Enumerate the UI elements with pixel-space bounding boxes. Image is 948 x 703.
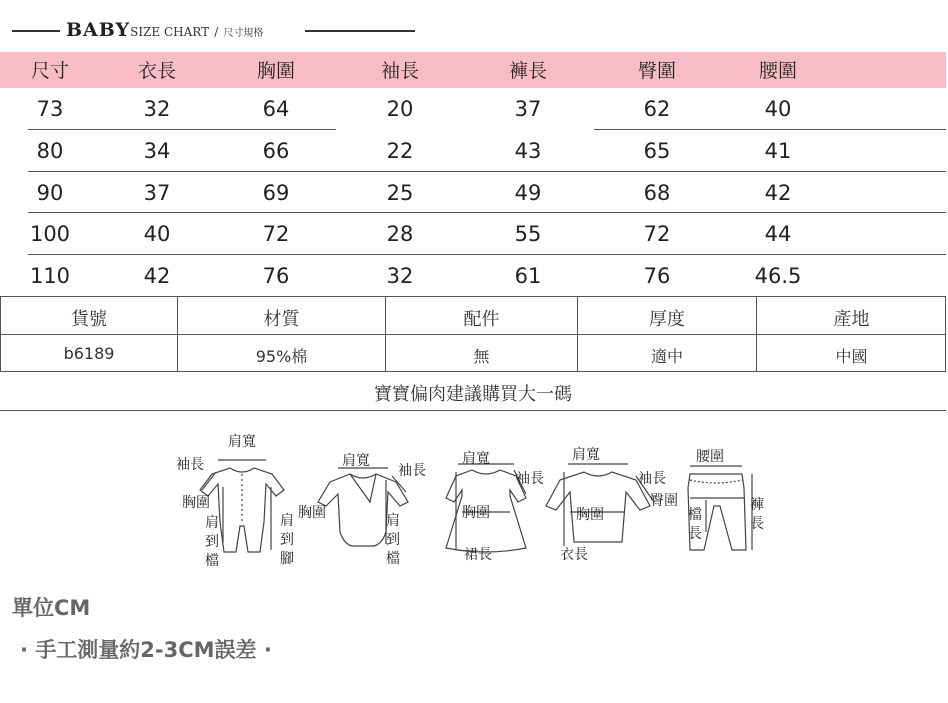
label-pants-crotch: 檔長 [688, 507, 702, 542]
column-header: 臀圍 [637, 60, 676, 82]
unit-note: 單位CM [12, 596, 91, 620]
table-cell: 49 [514, 181, 542, 205]
table-cell: 76 [643, 264, 671, 288]
chart-title [0, 10, 948, 50]
table-cell: 28 [386, 222, 414, 246]
info-header-origin: 產地 [833, 309, 870, 330]
size-advice [0, 372, 946, 411]
table-row [0, 88, 948, 129]
label-top-chest: 胸圍 [576, 507, 604, 523]
table-cell: 42 [143, 264, 171, 288]
table-cell: 69 [262, 181, 290, 205]
column-header: 腰圍 [758, 60, 797, 82]
error-note: · 手工測量約2-3CM誤差 · [20, 638, 272, 662]
info-value-accessories: 無 [473, 347, 490, 366]
table-cell: 41 [764, 139, 792, 163]
table-cell: 64 [262, 97, 290, 121]
label-romper-shoulder: 肩寬 [228, 434, 256, 450]
title-rule-right [305, 30, 415, 32]
table-cell: 44 [764, 222, 792, 246]
table-cell: 90 [36, 181, 64, 205]
table-cell: 76 [262, 264, 290, 288]
info-header-thickness: 厚度 [649, 309, 685, 330]
table-cell: 37 [514, 97, 542, 121]
table-cell: 37 [143, 181, 171, 205]
title-rule-left [12, 30, 60, 32]
measurement-diagrams [160, 432, 770, 582]
column-header: 褲長 [508, 60, 547, 82]
table-cell: 46.5 [754, 264, 802, 288]
table-cell: 68 [643, 181, 671, 205]
info-header-item-no: 貨號 [71, 309, 107, 330]
label-dress-sleeve: 袖長 [516, 471, 544, 487]
table-cell: 32 [143, 97, 171, 121]
info-value-material: 95%棉 [255, 347, 308, 366]
table-cell: 72 [643, 222, 671, 246]
table-row [0, 255, 948, 296]
table-row [0, 130, 948, 171]
label-pants-hip: 臀圍 [650, 493, 678, 509]
column-header: 胸圍 [256, 60, 295, 82]
table-row [0, 172, 948, 213]
row-divider [1, 334, 946, 335]
table-cell: 20 [386, 97, 414, 121]
title-main: BABY [66, 19, 131, 41]
title-sub: SIZE CHART [130, 25, 210, 39]
table-cell: 25 [386, 181, 414, 205]
label-pants-waist: 腰圍 [696, 449, 724, 465]
info-header-material: 材質 [263, 309, 300, 330]
table-cell: 22 [386, 139, 414, 163]
table-cell: 100 [29, 222, 71, 246]
title-text [66, 19, 263, 41]
label-romper-sleeve: 袖長 [176, 457, 204, 473]
table-cell: 40 [764, 97, 792, 121]
column-header: 衣長 [137, 60, 176, 82]
table-cell: 110 [29, 264, 71, 288]
table-cell: 66 [262, 139, 290, 163]
table-cell: 65 [643, 139, 671, 163]
table-cell: 72 [262, 222, 290, 246]
table-cell: 73 [36, 97, 64, 121]
info-header-accessories: 配件 [463, 309, 500, 330]
table-cell: 34 [143, 139, 171, 163]
table-cell: 40 [143, 222, 171, 246]
label-bodysuit-sleeve: 袖長 [398, 463, 426, 479]
label-top-length: 衣長 [560, 547, 588, 563]
info-value-origin: 中國 [835, 347, 868, 366]
product-info-table [0, 296, 946, 372]
table-cell: 61 [514, 264, 542, 288]
info-value-thickness: 適中 [650, 347, 683, 366]
table-row [0, 213, 948, 254]
label-romper-chest: 胸圍 [182, 495, 210, 511]
table-cell: 80 [36, 139, 64, 163]
column-header: 袖長 [380, 60, 419, 82]
label-bodysuit-chest: 胸圍 [298, 505, 326, 521]
label-romper-shoulder-crotch: 肩到檔 [205, 515, 219, 569]
size-table-header [0, 52, 946, 88]
title-cn: 尺寸規格 [223, 28, 264, 39]
table-cell: 42 [764, 181, 792, 205]
label-pants-length: 褲長 [750, 497, 764, 532]
size-advice-text: 寶寶偏肉建議購買大一碼 [374, 384, 572, 405]
label-top-shoulder: 肩寬 [572, 447, 600, 463]
table-cell: 43 [514, 139, 542, 163]
table-cell: 62 [643, 97, 671, 121]
table-cell: 32 [386, 264, 414, 288]
label-romper-shoulder-foot: 肩到腳 [280, 513, 294, 567]
label-bodysuit-shoulder: 肩寬 [342, 453, 370, 469]
label-dress-length: 裙長 [464, 547, 492, 563]
title-separator: / [214, 25, 219, 39]
column-header: 尺寸 [30, 60, 69, 82]
label-dress-shoulder: 肩寬 [462, 451, 490, 467]
label-dress-chest: 胸圍 [462, 505, 490, 521]
table-cell: 55 [514, 222, 542, 246]
label-bodysuit-shoulder-crotch: 肩到檔 [386, 513, 400, 567]
info-value-item-no: b6189 [63, 344, 115, 363]
label-top-sleeve: 袖長 [638, 471, 666, 487]
